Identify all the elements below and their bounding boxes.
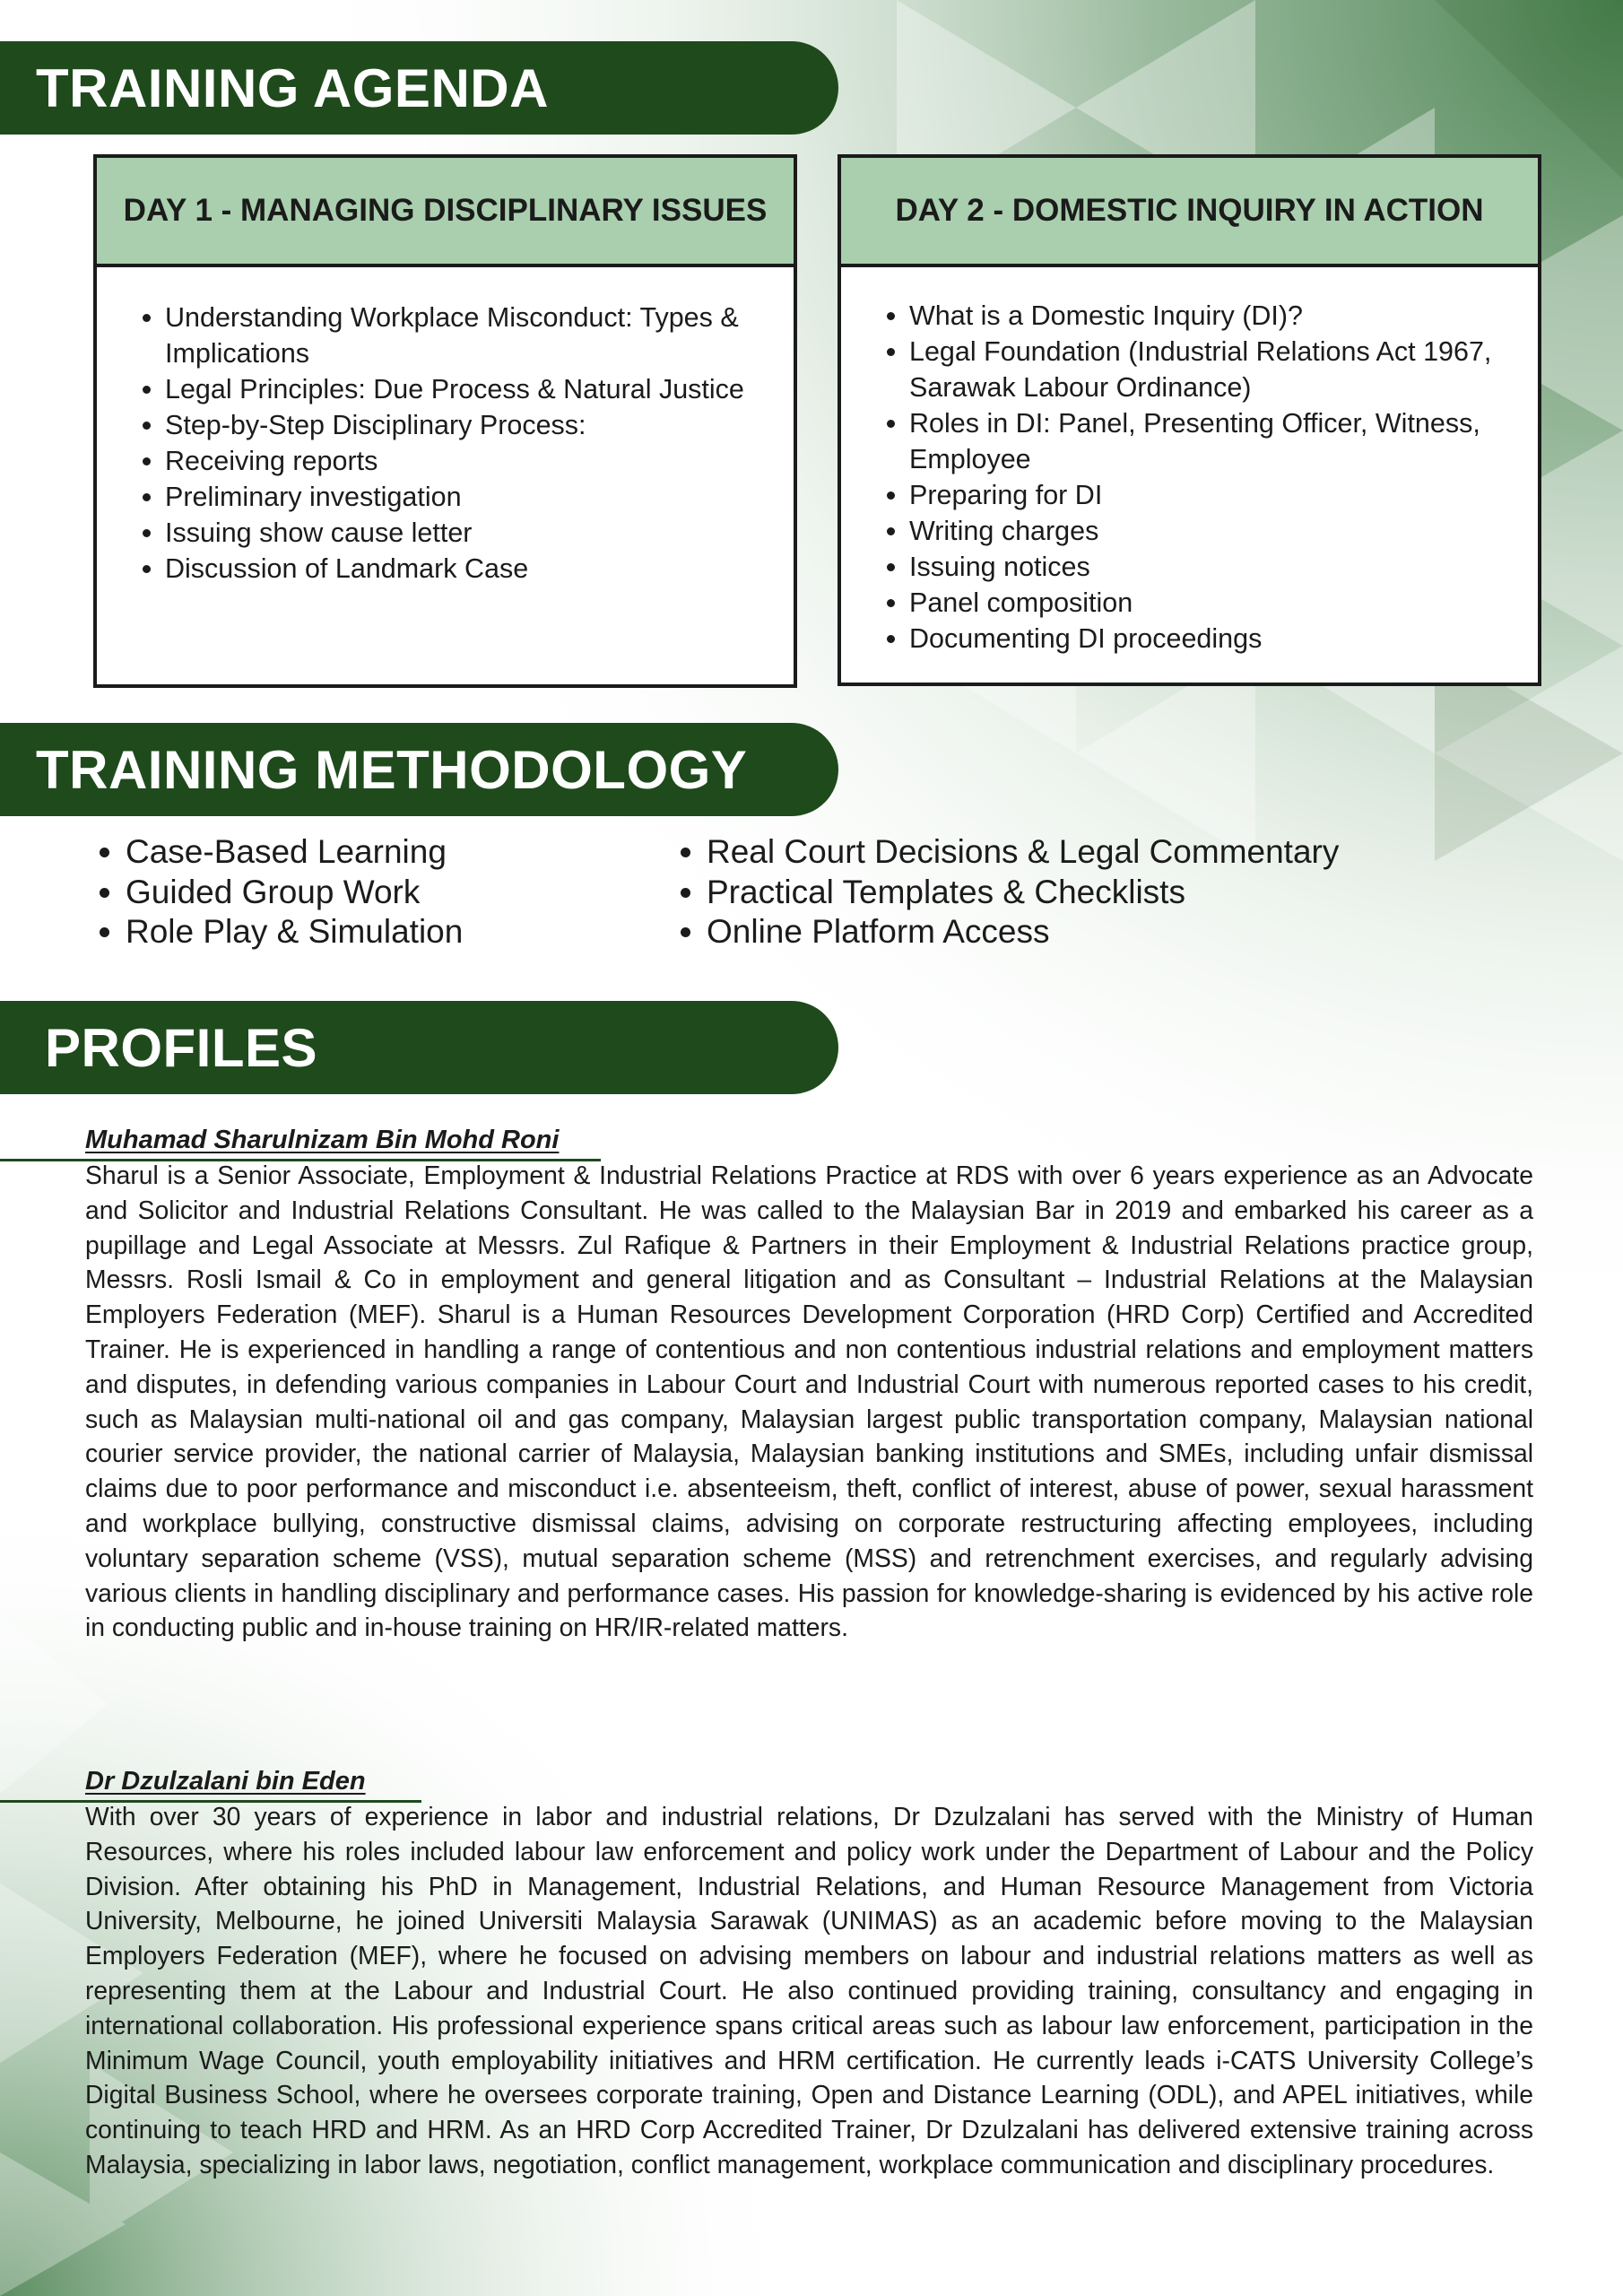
training-methodology-title: TRAINING METHODOLOGY [36,739,748,800]
list-item: • Guided Group Work [126,873,463,913]
profile-bio: With over 30 years of experience in labor and industrial relations, Dr Dzulzalani has served with the Ministry of Human Resources, where his roles included labour law enforcement and policy work under the Department of Labour and the Policy Division. After obtaining his PhD in Management, Industrial Relations, and Human Resource Management from Victoria University, Melbourne, he joined Universiti Malaysia Sarawak (UNIMAS) as an academic before moving to the Malaysian Employers Federation (MEF), where he focused on advising members on labour and industrial relations matters as well as representing them at the Labour and Industrial Court. He also continued providing training, consultancy and engaging in international collaboration. His professional experience spans critical areas such as labour law enforcement, participation in the Minimum Wage Council, youth employability initiatives and HRM certification. He currently leads i-CATS University College’s Digital Business School, where he oversees corporate training, Open and Distance Learning (ODL), and APEL initiatives, while continuing to teach HRD and HRM. As an HRD Corp Accredited Trainer, Dr Dzulzalani has delivered extensive training across Malaysia, specializing in labor laws, negotiation, conflict management, workplace communication and disciplinary procedures. [85,1802,1533,2179]
training-agenda-header [0,41,838,135]
list-item: • Legal Foundation (Industrial Relations Act 1967, Sarawak Labour Ordinance) [909,334,1520,405]
list-item: • Issuing show cause letter [165,515,776,551]
list-item: • Preliminary investigation [165,479,776,515]
training-agenda-title: TRAINING AGENDA [36,57,549,118]
profile-name: Muhamad Sharulnizam Bin Mohd Roni [85,1126,560,1154]
list-item: • What is a Domestic Inquiry (DI)? [909,298,1520,334]
list-item: • Legal Principles: Due Process & Natural Justice [165,371,776,407]
day1-list [97,267,794,587]
list-item: • Real Court Decisions & Legal Commentary [707,832,1339,873]
list-item: • Practical Templates & Checklists [707,873,1339,913]
profile-bio: Sharul is a Senior Associate, Employment & Industrial Relations Practice at RDS with over 6 years experience as an Advocate and Solicitor and Industrial Relations Consultant. He was called to the Malaysian Bar in 2019 and embarked his career as a pupillage and Legal Associate at Messrs. Zul Rafique & Partners in their Employment & Industrial Relations practice group, Messrs. Rosli Ismail & Co in employment and general litigation and as Consultant – Industrial Relations at the Malaysian Employers Federation (MEF). Sharul is a Human Resources Development Corporation (HRD Corp) Certified and Accredited Trainer. He is experienced in handling a range of contentious and non contentious industrial relations and employment matters and disputes, in defending various companies in Labour Court and Industrial Court with numerous reported cases to his credit, such as Malaysian multi-national oil and gas company, Malaysian largest public transportation company, Malaysian national courier service provider, the national carrier of Malaysia, Malaysian banking institutions and SMEs, including unfair dismissal claims due to poor performance and misconduct i.e. absenteeism, theft, conflict of interest, abuse of power, sexual harassment and workplace bullying, constructive dismissal claims, advising on corporate restructuring affecting employees, including voluntary separation scheme (VSS), mutual separation scheme (MSS) and retrenchment exercises, and regularly advising various clients in handling disciplinary and performance cases. His passion for knowledge-sharing is evidenced by his active role in conducting public and in-house training on HR/IR-related matters. [85,1161,1533,1642]
list-item: • Preparing for DI [909,477,1520,513]
list-item: • Role Play & Simulation [126,912,463,952]
list-item: • Roles in DI: Panel, Presenting Officer, Witness, Employee [909,405,1520,477]
profile-name: Dr Dzulzalani bin Eden [85,1767,366,1796]
profile-sharul [85,1124,1533,1645]
list-item: • Understanding Workplace Misconduct: Types & Implications [165,300,776,371]
day2-list [841,267,1538,657]
list-item: • Case-Based Learning [126,832,463,873]
list-item: • Online Platform Access [707,912,1339,952]
list-item: • Writing charges [909,513,1520,549]
day1-box [93,154,797,688]
training-methodology-header [0,723,838,816]
methodology-list-left [81,832,463,952]
methodology-list-right [662,832,1339,952]
list-item: • Receiving reports [165,443,776,479]
profiles-title: PROFILES [45,1017,318,1078]
list-item: • Documenting DI proceedings [909,621,1520,657]
list-item: • Step-by-Step Disciplinary Process: [165,407,776,443]
profiles-header [0,1001,838,1094]
list-item: • Panel composition [909,585,1520,621]
list-item: • Discussion of Landmark Case [165,551,776,587]
profile-dzulzalani [85,1765,1533,2182]
day1-heading: DAY 1 - MANAGING DISCIPLINARY ISSUES [97,158,794,267]
list-item: • Issuing notices [909,549,1520,585]
day2-heading: DAY 2 - DOMESTIC INQUIRY IN ACTION [841,158,1538,267]
day2-box [838,154,1541,686]
